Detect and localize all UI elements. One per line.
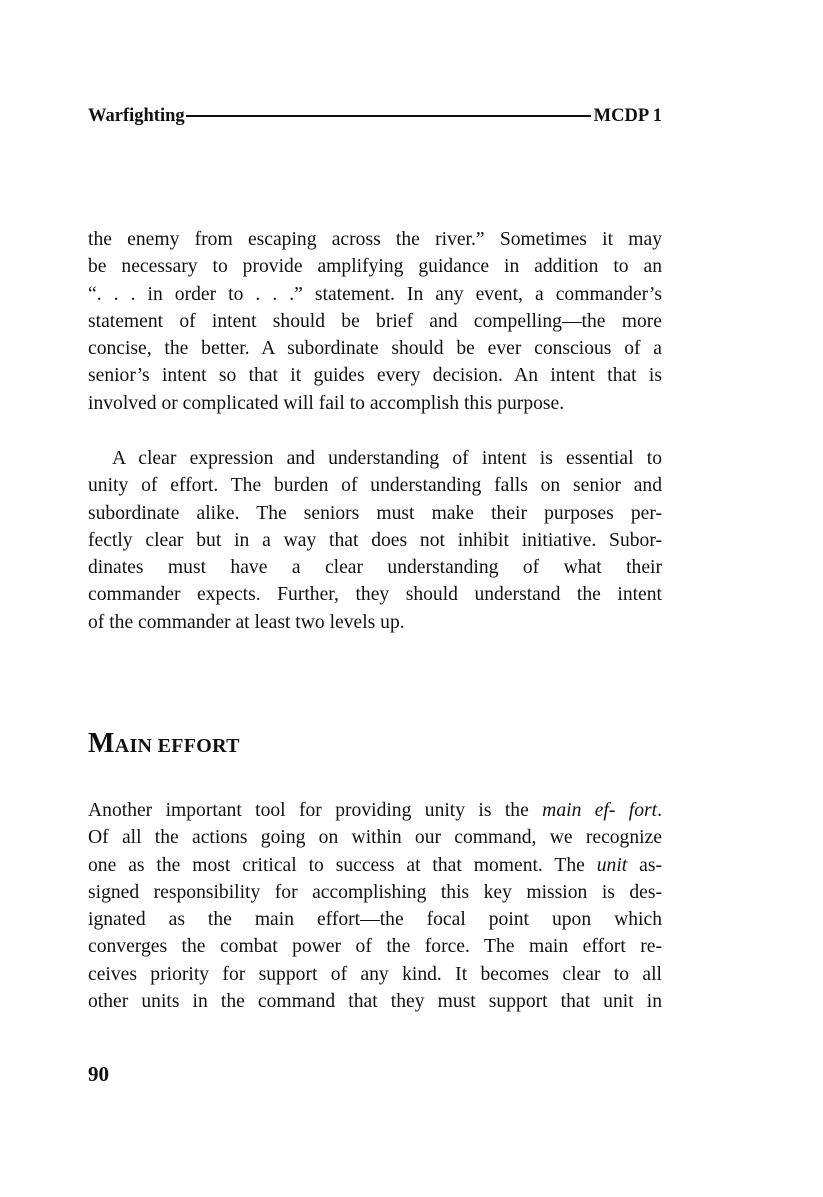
italic-term: main ef- fort — [542, 800, 658, 821]
text-line: involved or complicated will fail to accomplish this purpose. — [88, 392, 565, 414]
text-line: “. . . in order to . . .” statement. In any event, a commander’s — [88, 283, 662, 305]
page-number: 90 — [88, 1062, 109, 1086]
heading-rest: AIN EFFORT — [114, 735, 240, 757]
section-heading — [88, 728, 240, 760]
text-line — [88, 797, 662, 824]
heading-initial: M — [88, 728, 115, 759]
text-line: be necessary to provide amplifying guidance in addition to an — [88, 256, 662, 278]
text-line: senior’s intent so that it guides every decision. An intent that is — [88, 365, 662, 387]
text-run: as- — [627, 854, 662, 876]
text-line: converges the combat power of the force. The main effort re- — [88, 936, 662, 958]
text-line: other units in the command that they must support that unit in — [88, 991, 662, 1013]
text-line: signed responsibility for accomplishing this key mission is des- — [88, 881, 662, 903]
text-run: . — [657, 800, 662, 821]
text-line: ceives priority for support of any kind. It becomes clear to all — [88, 963, 662, 985]
text-line: of the commander at least two levels up. — [88, 611, 405, 633]
text-run: Another important tool for providing unity is the — [88, 800, 543, 821]
text-line — [88, 852, 662, 879]
text-line: concise, the better. A subordinate should be ever conscious of a — [88, 338, 662, 360]
running-header — [88, 103, 662, 129]
text-line: commander expects. Further, they should understand the intent — [88, 584, 662, 606]
text-line: unity of effort. The burden of understanding falls on senior and — [88, 475, 662, 497]
text-line: the enemy from escaping across the river.” Sometimes it may — [88, 229, 662, 250]
text-line: ignated as the main effort—the focal point upon which — [88, 909, 662, 931]
header-rule — [186, 115, 591, 117]
text-run: one as the most critical to success at that moment. The — [88, 854, 597, 876]
paragraph-main-effort — [88, 797, 662, 1015]
paragraph-intent-continued — [88, 226, 662, 417]
text-line: A clear expression and understanding of intent is essential to — [112, 448, 662, 469]
text-line: fectly clear but in a way that does not inhibit initiative. Subor- — [88, 529, 662, 551]
text-line: statement of intent should be brief and compelling—the more — [88, 310, 662, 332]
header-title: Warfighting — [88, 105, 185, 126]
italic-term: unit — [596, 854, 628, 876]
header-publication: MCDP 1 — [593, 105, 662, 126]
text-line: subordinate alike. The seniors must make their purposes per- — [88, 502, 662, 524]
paragraph-clear-expression — [88, 445, 662, 636]
text-line: dinates must have a clear understanding of what their — [88, 557, 662, 579]
text-line: Of all the actions going on within our command, we recognize — [88, 827, 662, 849]
